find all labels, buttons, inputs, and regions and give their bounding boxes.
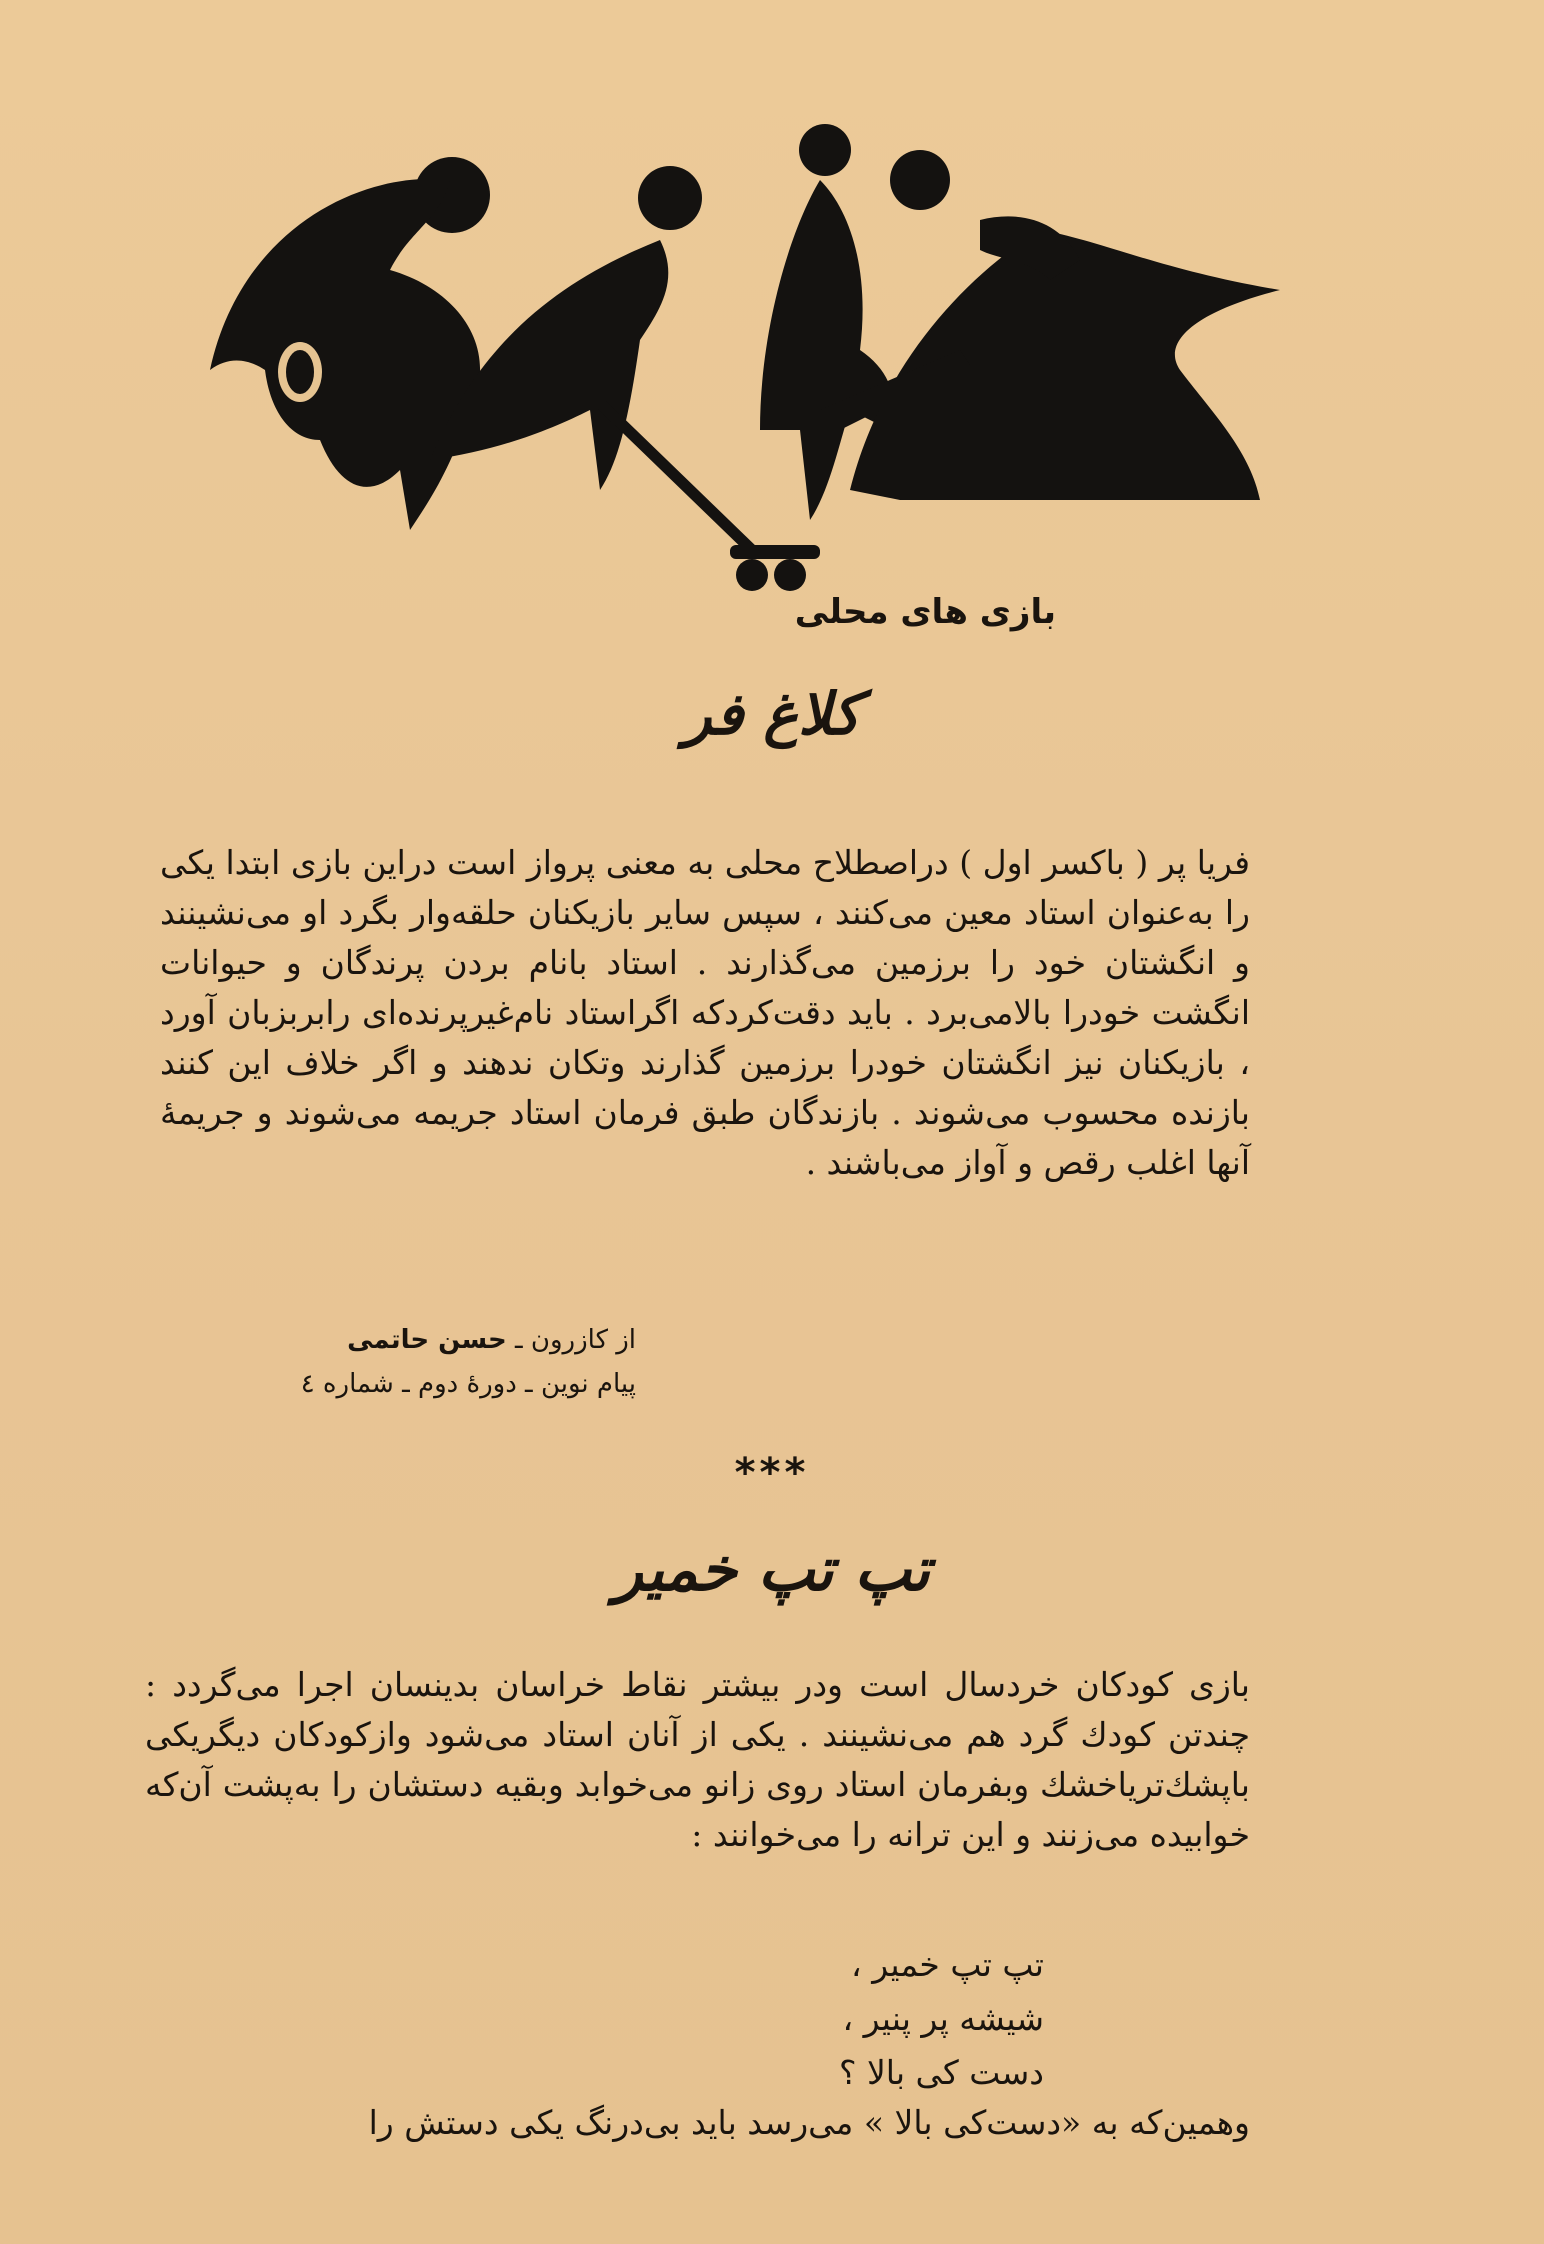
game2-title: تپ تپ خمیر — [614, 1535, 930, 1605]
poem-line: شیشه پر پنیر ، — [842, 1999, 1044, 2038]
source-prefix: از کازرون ـ — [506, 1325, 636, 1355]
source-line-1 — [301, 1318, 636, 1362]
poem-line: دست کی بالا ؟ — [838, 2053, 1044, 2092]
poem-line: تپ تپ خمیر ، — [851, 1945, 1044, 1984]
source-publication: پیام نوین ـ دورهٔ دوم ـ شماره ٤ — [300, 1369, 636, 1399]
folk-figures-illustration — [200, 110, 1300, 610]
game1-source — [301, 1318, 636, 1406]
game1-body: فریا پر ( باکسر اول ) دراصطلاح محلی به معنی پرواز است دراین بازی ابتدا یکی را به‌عنوان استاد معین می‌کنند ، سپس سایر بازیکنان حلقه‌وار بگرد او می‌نشینند و انگشتان خود را برزمین می‌گذارند . استاد بانام بردن پرندگان و حیوانات انگشت خودرا بالامی‌برد . باید دقت‌کردکه اگراستاد نام‌غیرپرنده‌ای رابربزبان آورد ، بازیکنان نیز انگشتان خودرا برزمین گذارند وتکان ندهند و اگر خلاف این کنند بازنده محسوب می‌شوند . بازندگان طبق فرمان استاد جریمه می‌شوند و جریمهٔ آنها اغلب رقص و آواز می‌باشند . — [160, 843, 1250, 1182]
game2-body: بازی کودکان خردسال است ودر بیشتر نقاط خراسان بدینسان اجرا می‌گردد : چندتن کودك گرد هم می‌نشینند . یکی از آنان استاد می‌شود وازکودکان دیگریکی باپشك‌ترياخشك وبفرمان استاد روی زانو می‌خوابد وبقیه دستشان را به‌پشت آن‌که خوابیده می‌زنند و این ترانه را می‌خوانند : — [145, 1665, 1250, 1854]
source-author: حسن حاتمی — [347, 1325, 507, 1355]
section-label: بازی های محلی — [794, 592, 1056, 632]
section-separator: *** — [734, 1450, 810, 1496]
game1-title: کلاغ فر — [683, 680, 861, 748]
game2-continuation: وهمین‌که به «دست‌کی بالا » می‌رسد باید بی‌درنگ یکی دستش را — [368, 2103, 1250, 2142]
game2-poem — [839, 1938, 1044, 2100]
